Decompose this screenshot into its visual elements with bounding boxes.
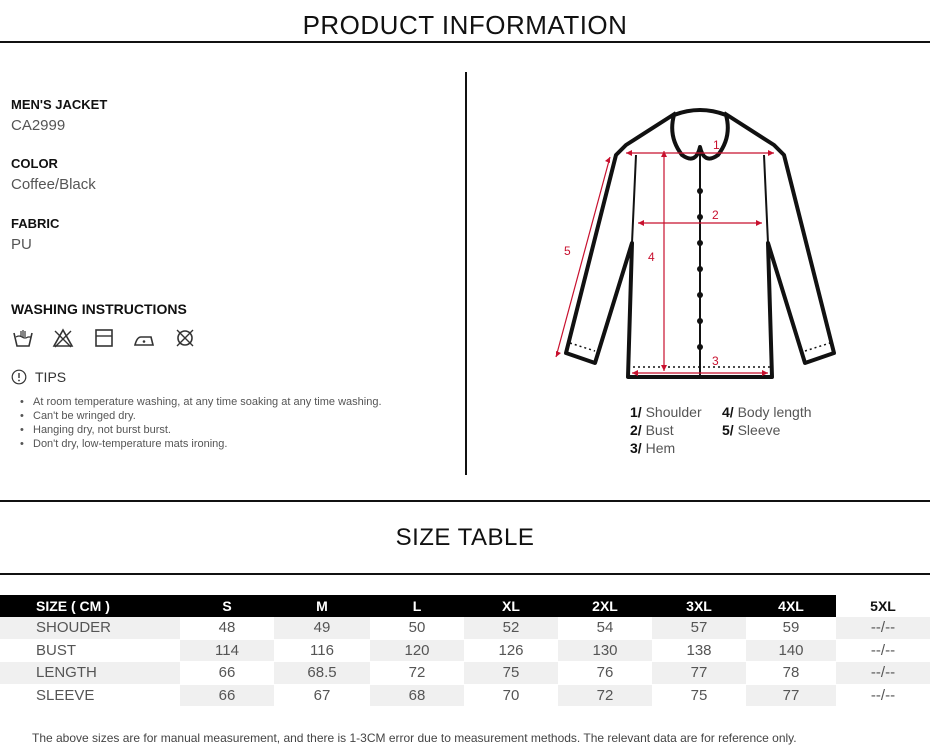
washing-icons — [12, 327, 210, 354]
tip-item: • Can't be wringed dry. — [33, 409, 382, 423]
table-row — [0, 639, 930, 662]
size-table-title: SIZE TABLE — [395, 524, 535, 551]
table-cell: 75 — [652, 684, 746, 707]
table-cell: 75 — [464, 662, 558, 685]
header-divider — [0, 41, 930, 43]
tips-label: TIPS — [35, 369, 67, 385]
legend-item-5: 5/ Sleeve — [722, 422, 781, 438]
table-row — [0, 684, 930, 707]
header-cell: S — [180, 595, 274, 617]
table-cell: 120 — [370, 639, 464, 662]
tumble-dry-icon — [93, 327, 115, 349]
table-cell: --/-- — [836, 684, 930, 707]
table-cell: 66 — [180, 662, 274, 685]
table-cell: SHOUDER — [0, 617, 180, 639]
header-cell: 4XL — [746, 595, 836, 617]
color-value: Coffee/Black — [11, 176, 96, 193]
table-row — [0, 617, 930, 639]
jacket-diagram — [540, 95, 850, 395]
size-table-header — [0, 595, 930, 617]
size-section-divider-bottom — [0, 573, 930, 575]
table-cell: 138 — [652, 639, 746, 662]
table-cell: 72 — [370, 662, 464, 685]
table-cell: 57 — [652, 617, 746, 639]
header-cell: L — [370, 595, 464, 617]
table-cell: SLEEVE — [0, 684, 180, 707]
info-icon — [11, 369, 27, 385]
table-cell: BUST — [0, 639, 180, 662]
size-section-divider-top — [0, 500, 930, 502]
table-cell: 59 — [746, 617, 836, 639]
table-cell: 76 — [558, 662, 652, 685]
table-cell: 54 — [558, 617, 652, 639]
footer-note: The above sizes are for manual measurement, and there is 1-3CM error due to measurement methods. The relevant data are for reference only. — [32, 731, 797, 745]
table-cell: 126 — [464, 639, 558, 662]
table-cell: 70 — [464, 684, 558, 707]
legend-item-2: 2/ Bust — [630, 422, 674, 438]
header-cell: 5XL — [836, 595, 930, 617]
page-title: PRODUCT INFORMATION — [302, 10, 628, 40]
legend-item-4: 4/ Body length — [722, 404, 812, 420]
table-cell: --/-- — [836, 662, 930, 685]
table-cell: 49 — [274, 617, 370, 639]
no-dry-clean-icon — [174, 327, 196, 349]
marker-1: 1 — [713, 138, 720, 152]
table-cell: 50 — [370, 617, 464, 639]
table-cell: --/-- — [836, 617, 930, 639]
legend-item-1: 1/ Shoulder — [630, 404, 702, 420]
washing-label: WASHING INSTRUCTIONS — [11, 301, 187, 317]
table-cell: 140 — [746, 639, 836, 662]
table-cell: 77 — [652, 662, 746, 685]
table-cell: 114 — [180, 639, 274, 662]
color-label: COLOR — [11, 156, 58, 171]
hand-wash-icon — [12, 327, 34, 349]
marker-2: 2 — [712, 208, 719, 222]
marker-5: 5 — [564, 244, 571, 258]
marker-4: 4 — [648, 250, 655, 264]
table-cell: 67 — [274, 684, 370, 707]
product-code: CA2999 — [11, 117, 66, 134]
product-name-label: MEN'S JACKET — [11, 97, 108, 112]
fabric-value: PU — [11, 236, 32, 253]
tips-header — [11, 369, 66, 385]
tip-item: • At room temperature washing, at any time soaking at any time washing. — [33, 395, 382, 409]
tip-item: • Hanging dry, not burst burst. — [33, 423, 382, 437]
marker-3: 3 — [712, 354, 719, 368]
table-cell: 52 — [464, 617, 558, 639]
table-cell: 116 — [274, 639, 370, 662]
column-divider — [465, 72, 467, 475]
table-cell: 78 — [746, 662, 836, 685]
table-cell: 72 — [558, 684, 652, 707]
table-cell: 48 — [180, 617, 274, 639]
table-cell: 66 — [180, 684, 274, 707]
table-cell: 130 — [558, 639, 652, 662]
legend-item-3: 3/ Hem — [630, 440, 676, 456]
table-cell: 68.5 — [274, 662, 370, 685]
table-row — [0, 662, 930, 685]
header-cell: 3XL — [652, 595, 746, 617]
header-cell: XL — [464, 595, 558, 617]
table-cell: 77 — [746, 684, 836, 707]
tips-list — [11, 395, 382, 451]
table-cell: --/-- — [836, 639, 930, 662]
tip-item: • Don't dry, low-temperature mats ironing. — [33, 437, 382, 451]
table-cell: 68 — [370, 684, 464, 707]
header-cell: 2XL — [558, 595, 652, 617]
header-cell: SIZE ( CM ) — [0, 595, 180, 617]
table-cell: LENGTH — [0, 662, 180, 685]
header-cell: M — [274, 595, 370, 617]
fabric-label: FABRIC — [11, 216, 60, 231]
no-bleach-icon — [52, 327, 74, 349]
size-table — [0, 595, 930, 707]
iron-low-icon — [133, 327, 155, 349]
